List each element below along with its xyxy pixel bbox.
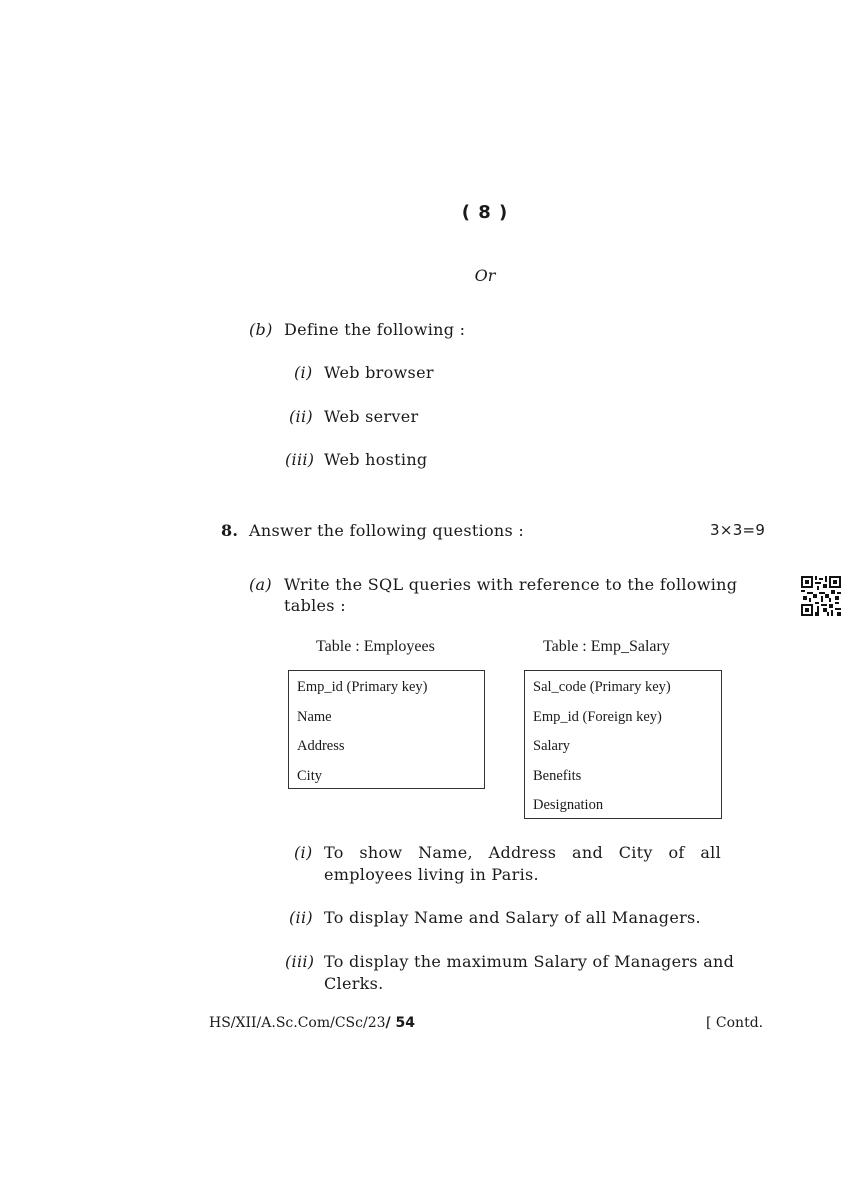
- footer-code-text: HS/XII/A.Sc.Com/CSc/23: [209, 1015, 386, 1031]
- subq-label: (iii): [285, 952, 315, 971]
- subq-line: To display Name and Salary of all Managers.: [324, 908, 701, 927]
- q8-text: Answer the following questions :: [249, 521, 525, 540]
- subq-line: Clerks.: [324, 974, 384, 993]
- or-label: Or: [474, 266, 496, 285]
- subq-line: employees living in Paris.: [324, 865, 539, 884]
- table-row: Sal_code (Primary key): [533, 679, 671, 695]
- subq-label: (ii): [289, 908, 313, 927]
- employees-table: [288, 670, 485, 789]
- table-row: Salary: [533, 738, 571, 754]
- table-row: Designation: [533, 797, 604, 813]
- footer-code: [209, 1015, 415, 1031]
- q8a-label: (a): [249, 575, 272, 594]
- table-caption-emp-salary: Table : Emp_Salary: [543, 638, 670, 655]
- table-row: Emp_id (Foreign key): [533, 709, 662, 725]
- q8-number: 8.: [221, 521, 239, 540]
- subq-label: (i): [294, 843, 313, 862]
- q7b-item-text: Web browser: [324, 363, 434, 382]
- table-row: Address: [297, 738, 345, 754]
- q7b-item-text: Web hosting: [324, 450, 428, 469]
- q7b-item-label: (i): [294, 363, 313, 382]
- footer-code-bold: / 54: [385, 1015, 415, 1031]
- q8-marks: 3×3=9: [710, 521, 766, 539]
- q7b-item-label: (iii): [285, 450, 315, 469]
- table-row: Name: [297, 709, 332, 725]
- qr-code-icon: [801, 576, 841, 616]
- q7b-text: Define the following :: [284, 320, 466, 339]
- q8a-line1: Write the SQL queries with reference to the following: [284, 575, 738, 594]
- q8a-line2: tables :: [284, 596, 346, 615]
- q7b-item-label: (ii): [289, 407, 313, 426]
- table-row: Emp_id (Primary key): [297, 679, 428, 695]
- emp-salary-table: [524, 670, 722, 819]
- table-caption-employees: Table : Employees: [316, 638, 435, 655]
- q7b-label: (b): [249, 320, 273, 339]
- subq-line: To display the maximum Salary of Managers and: [324, 952, 735, 971]
- footer-contd: [ Contd.: [706, 1015, 764, 1031]
- table-row: City: [297, 768, 322, 784]
- q7b-item-text: Web server: [324, 407, 419, 426]
- table-row: Benefits: [533, 768, 582, 784]
- subq-line: To show Name, Address and City of all: [324, 843, 721, 862]
- page-number: ( 8 ): [461, 202, 509, 223]
